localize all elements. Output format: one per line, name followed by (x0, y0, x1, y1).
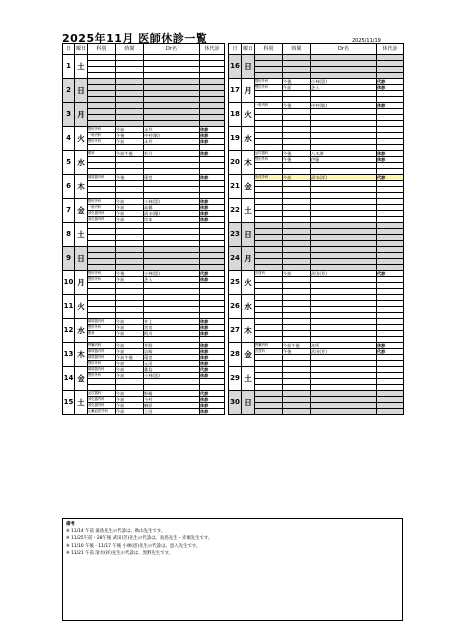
time-cell: 午前 (116, 361, 144, 367)
time-cell: 午後 (116, 175, 144, 181)
day-row (229, 349, 404, 355)
doctor-cell: 中村(敏) (144, 133, 200, 139)
dept-cell: 循環器内科 (88, 355, 116, 361)
doctor-cell: 小林(恩) (144, 199, 200, 205)
doctor-cell: 井野 (144, 343, 200, 349)
dept-cell: 循環器内科 (88, 349, 116, 355)
status-cell: 休診 (200, 361, 225, 367)
doctor-cell: 清水(祥) (311, 175, 377, 181)
dept-cell: 整形外科 (88, 361, 116, 367)
status-cell: 休診 (377, 151, 404, 157)
day-of-week: 月 (242, 79, 255, 103)
time-cell: 午前 (116, 319, 144, 325)
notes-line: ※ 11/21 午前 清水(祥)先生の代診は、黒野先生です。 (66, 550, 174, 556)
status-cell: 休診 (200, 397, 225, 403)
day-of-week: 月 (75, 103, 88, 127)
doctor-cell: 元田 (144, 361, 200, 367)
col-day: 日 (229, 44, 242, 55)
calendar-right (228, 43, 404, 415)
col-dept: 科別 (88, 44, 116, 55)
doctor-cell: 小林(恩) (144, 271, 200, 277)
day-number: 11 (63, 295, 75, 319)
time-cell: 午前 (116, 277, 144, 283)
col-time: 時間 (283, 44, 311, 55)
day-of-week: 日 (75, 247, 88, 271)
notes-box (62, 518, 403, 621)
dept-cell: 整形外科 (88, 199, 116, 205)
dept-cell: 一般内科 (88, 205, 116, 211)
day-number: 19 (229, 127, 242, 151)
time-cell: 午後 (283, 349, 311, 355)
time-cell: 午前午後 (116, 355, 144, 361)
status-cell: 休診 (377, 343, 404, 349)
status-cell: 休診 (200, 355, 225, 361)
day-of-week: 木 (75, 343, 88, 367)
doctor-cell: 清水(優) (144, 211, 200, 217)
issue-date: 2025/11/19 (352, 38, 381, 44)
day-number: 2 (63, 79, 75, 103)
dept-cell: 整形外科 (88, 277, 116, 283)
day-of-week: 土 (242, 199, 255, 223)
day-of-week: 土 (75, 223, 88, 247)
dept-cell: 消化器内科 (88, 211, 116, 217)
col-dow: 曜日 (242, 44, 255, 55)
dept-cell: 腎臓内科 (255, 343, 283, 349)
header-row (63, 44, 225, 55)
status-cell: 休診 (200, 319, 225, 325)
day-of-week: 火 (75, 127, 88, 151)
day-number: 7 (63, 199, 75, 223)
doctor-cell: 木所 (311, 343, 377, 349)
day-number: 15 (63, 391, 75, 415)
day-number: 4 (63, 127, 75, 151)
time-cell: 午前 (116, 127, 144, 133)
time-cell: 午前 (116, 397, 144, 403)
day-of-week: 土 (75, 55, 88, 79)
status-cell: 休診 (200, 409, 225, 415)
day-number: 21 (229, 175, 242, 199)
day-of-week: 月 (242, 247, 255, 271)
dept-cell: 心臓血管外科 (88, 409, 116, 415)
status-cell: 休診 (200, 199, 225, 205)
doctor-cell: 岩崎 (144, 349, 200, 355)
notes-line: ※ 11/10 午後・11/17 午後 小林(恩)先生の代診は、恵入先生です。 (66, 543, 201, 549)
day-row (229, 409, 404, 415)
day-number: 13 (63, 343, 75, 367)
status-cell: 代診 (377, 271, 404, 277)
doctor-cell: 野嶋 (144, 391, 200, 397)
status-cell: 休診 (200, 139, 225, 145)
time-cell: 午前 (283, 175, 311, 181)
dept-cell: 眼科 (88, 331, 116, 337)
day-of-week: 日 (242, 391, 255, 415)
day-number: 29 (229, 367, 242, 391)
col-day: 日 (63, 44, 75, 55)
dept-cell: 整形外科 (255, 85, 283, 91)
status-cell: 休診 (200, 325, 225, 331)
time-cell: 午前 (116, 211, 144, 217)
day-number: 3 (63, 103, 75, 127)
day-of-week: 土 (75, 391, 88, 415)
day-number: 17 (229, 79, 242, 103)
day-of-week: 水 (75, 151, 88, 175)
col-time: 時間 (116, 44, 144, 55)
doctor-cell: 蓮堂 (144, 355, 200, 361)
time-cell (283, 409, 311, 415)
day-number: 6 (63, 175, 75, 199)
dept-cell: 皮膚科 (255, 271, 283, 277)
col-status: 休代診 (377, 44, 404, 55)
calendar-left (62, 43, 225, 415)
col-dow: 曜日 (75, 44, 88, 55)
doctor-cell: 宮宮 (144, 325, 200, 331)
dept-cell: 消化器内科 (88, 217, 116, 223)
dept-cell: 泌尿器科 (88, 391, 116, 397)
notes-line: ※ 11/14 午前 桑島先生の代診は、秋山先生です。 (66, 529, 166, 535)
status-cell: 代診 (377, 175, 404, 181)
day-number: 23 (229, 223, 242, 247)
doctor-cell: 八木澤 (311, 151, 377, 157)
time-cell: 午前 (116, 367, 144, 373)
dept-cell: 整形外科 (255, 157, 283, 163)
doctor-cell: 上田 (144, 409, 200, 415)
time-cell: 午後 (283, 103, 311, 109)
day-of-week: 日 (242, 55, 255, 79)
day-row (229, 151, 404, 157)
day-row (229, 157, 404, 163)
status-cell: 休診 (200, 127, 225, 133)
status-cell: 休診 (200, 403, 225, 409)
dept-cell: 整形外科 (88, 373, 116, 379)
dept-cell: 循環器内科 (88, 175, 116, 181)
day-of-week: 金 (75, 367, 88, 391)
day-of-week: 金 (75, 199, 88, 223)
time-cell: 午前 (116, 217, 144, 223)
time-cell: 午前 (116, 343, 144, 349)
day-number: 14 (63, 367, 75, 391)
time-cell: 午前 (116, 205, 144, 211)
doctor-cell: 楢原 (144, 403, 200, 409)
doctor-cell: 岸本 (144, 217, 200, 223)
status-cell: 代診 (200, 271, 225, 277)
dept-cell: 整形外科 (255, 79, 283, 85)
time-cell: 午前 (283, 271, 311, 277)
day-row (229, 103, 404, 109)
dept-cell: 消化器内科 (88, 397, 116, 403)
dept-cell (255, 409, 283, 415)
status-cell: 代診 (200, 391, 225, 397)
col-dr: Dr名 (144, 44, 200, 55)
day-number: 5 (63, 151, 75, 175)
dept-cell: 整形外科 (88, 127, 116, 133)
status-cell: 休診 (200, 331, 225, 337)
day-number: 1 (63, 55, 75, 79)
status-cell: 休診 (200, 217, 225, 223)
status-cell: 休診 (377, 103, 404, 109)
status-cell: 休診 (200, 373, 225, 379)
status-cell: 休診 (200, 205, 225, 211)
dept-cell: 泌尿器科 (255, 151, 283, 157)
time-cell: 午後 (283, 157, 311, 163)
dept-cell: 整形外科 (88, 139, 116, 145)
doctor-cell: 小林(恩) (311, 79, 377, 85)
day-row (229, 271, 404, 277)
dept-cell: 消化器内科 (88, 403, 116, 409)
day-of-week: 金 (242, 175, 255, 199)
doctor-cell: 芝入 (311, 85, 377, 91)
doctor-cell: 芝入 (144, 277, 200, 283)
day-number: 24 (229, 247, 242, 271)
time-cell: 午前 (116, 325, 144, 331)
dept-cell: 整形外科 (88, 325, 116, 331)
day-of-week: 火 (242, 271, 255, 295)
dept-cell: 一般内科 (255, 103, 283, 109)
day-of-week: 火 (75, 295, 88, 319)
day-row (229, 343, 404, 349)
status-cell: 休診 (200, 133, 225, 139)
doctor-cell: 高橋 (144, 205, 200, 211)
notes-title: 備考 (66, 522, 75, 527)
day-number: 9 (63, 247, 75, 271)
status-cell: 代診 (377, 349, 404, 355)
time-cell: 午前 (116, 391, 144, 397)
time-cell: 午前午後 (283, 343, 311, 349)
dept-cell: 整形外科 (88, 271, 116, 277)
time-cell: 午前 (116, 349, 144, 355)
time-cell: 午前 (283, 85, 311, 91)
doctor-cell: 阿川 (144, 331, 200, 337)
time-cell: 午後 (116, 271, 144, 277)
doctor-cell: 永井 (144, 127, 200, 133)
day-of-week: 木 (242, 319, 255, 343)
day-of-week: 火 (242, 103, 255, 127)
doctor-cell: 伊藤 (311, 157, 377, 163)
day-of-week: 水 (242, 127, 255, 151)
col-dept: 科別 (255, 44, 283, 55)
time-cell: 午前 (116, 409, 144, 415)
day-row (229, 85, 404, 91)
day-number: 10 (63, 271, 75, 295)
day-row (229, 79, 404, 85)
doctor-cell: 武田(芳) (311, 349, 377, 355)
day-number: 8 (63, 223, 75, 247)
status-cell: 休診 (200, 343, 225, 349)
page-title: 2025年11月 医師休診一覧 (62, 32, 208, 45)
time-cell: 午後 (116, 133, 144, 139)
day-of-week: 水 (75, 319, 88, 343)
col-status: 休代診 (200, 44, 225, 55)
day-number: 18 (229, 103, 242, 127)
doctor-cell: 永井 (144, 139, 200, 145)
status-cell: 休診 (200, 349, 225, 355)
day-of-week: 土 (242, 367, 255, 391)
dept-cell: 皮膚科 (255, 349, 283, 355)
doctor-cell: 小林(恩) (144, 373, 200, 379)
status-cell: 代診 (200, 367, 225, 373)
day-number: 12 (63, 319, 75, 343)
day-row (63, 409, 225, 415)
time-cell: 午前 (116, 403, 144, 409)
doctor-cell: 今村 (144, 397, 200, 403)
day-number: 27 (229, 319, 242, 343)
day-number: 16 (229, 55, 242, 79)
col-dr: Dr名 (311, 44, 377, 55)
day-of-week: 金 (242, 343, 255, 367)
status-cell (377, 409, 404, 415)
doctor-cell: 若月 (144, 151, 200, 157)
dept-cell: 循環器内科 (88, 319, 116, 325)
doctor-cell: 中村(敏) (311, 103, 377, 109)
day-number: 20 (229, 151, 242, 175)
day-of-week: 月 (75, 271, 88, 295)
time-cell: 午前 (116, 199, 144, 205)
dept-cell: 形成外科 (255, 175, 283, 181)
day-of-week: 水 (242, 295, 255, 319)
status-cell: 休診 (200, 277, 225, 283)
day-number: 22 (229, 199, 242, 223)
dept-cell: 眼科 (88, 151, 116, 157)
status-cell: 休診 (200, 211, 225, 217)
dept-cell: 循環器内科 (88, 367, 116, 373)
day-of-week: 日 (242, 223, 255, 247)
day-of-week: 日 (75, 79, 88, 103)
doctor-cell (311, 409, 377, 415)
day-number: 30 (229, 391, 242, 415)
doctor-cell: 蓮堂 (144, 175, 200, 181)
status-cell: 代診 (377, 79, 404, 85)
status-cell: 休診 (200, 175, 225, 181)
status-cell: 休診 (377, 157, 404, 163)
doctor-cell: 井上 (144, 319, 200, 325)
time-cell: 午後 (283, 151, 311, 157)
time-cell: 午前 (116, 331, 144, 337)
status-cell: 休診 (377, 85, 404, 91)
notes-line: ※ 11/25午前・28午後 武田(芳)先生の代診は、島島先生・赤堀先生です。 (66, 536, 213, 542)
dept-cell: 腎臓内科 (88, 343, 116, 349)
time-cell: 午前 (116, 139, 144, 145)
day-number: 25 (229, 271, 242, 295)
day-number: 28 (229, 343, 242, 367)
dept-cell: 一般内科 (88, 133, 116, 139)
time-cell: 午後 (283, 79, 311, 85)
day-row (229, 175, 404, 181)
day-of-week: 木 (242, 151, 255, 175)
doctor-cell: 武田(芳) (311, 271, 377, 277)
header-row (229, 44, 404, 55)
status-cell: 休診 (200, 151, 225, 157)
doctor-cell: 桑島 (144, 367, 200, 373)
time-cell: 午前午後 (116, 151, 144, 157)
time-cell: 午前 (116, 373, 144, 379)
day-number: 26 (229, 295, 242, 319)
day-of-week: 木 (75, 175, 88, 199)
